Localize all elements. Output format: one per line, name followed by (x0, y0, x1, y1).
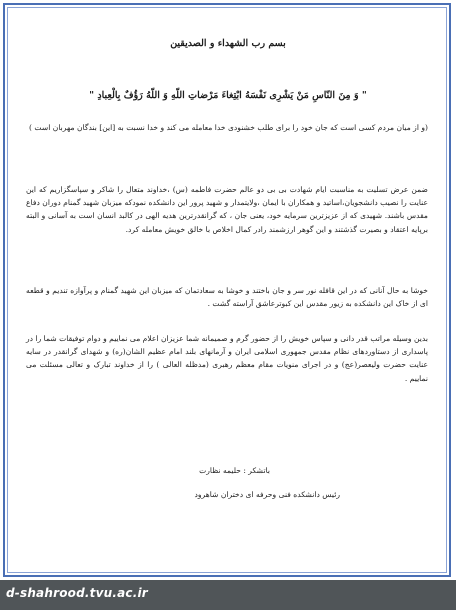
signature-name: باتشکر : حلیمه نظارت (199, 466, 270, 475)
quran-verse: " وَ مِنَ النّاسِ مَنْ یَشْرِی نَفْسَهُ ابْتِغاءَ مَرْضاتِ اللّهِ وَ اللّهُ رَؤُفٌ بِالْعِبادِ " (89, 90, 367, 101)
document-title: بسم رب الشهداء و الصدیقین (170, 38, 286, 49)
martyr-paragraph: خوشا به حال آنانی که در این قافله نور سر و جان باختند و خوشا به سعادتمان که میزبان این شهید گمنام و پرآوازه تندیم و قطعه ای از خاک این دانشکده به زیور مقدس این کبوترعاشق آراسته گشت . (26, 286, 428, 309)
site-watermark: d-shahrood.tvu.ac.ir (6, 586, 148, 600)
thanks-paragraph: بدین وسیله مراتب قدر دانی و سپاس خویش را از حضور گرم و صمیمانه شما عزیزان اعلام می نماییم و دوام توفیقات شما را در پاسداری از دستاوردهای نظام مقدس جمهوری اسلامی ایران و آرمانهای بلند امام عظیم الشان(ره) و شهدای گرانقدر در سایه عنایت حضرت ولیعصر(عج) و در اجرای منویات مقام معظم رهبری (مدظله العالی ) را از خداوند تبارک و تعالی مسئلت می نماییم . (26, 334, 428, 383)
condolence-paragraph: ضمن عرض تسلیت به مناسبت ایام شهادت بی بی دو عالم حضرت فاطمه (س) ،خداوند متعال را شاکر و سپاسگزاریم که این عنایت را نصیب دانشجویان،اساتید و همکاران با ایمان ،ولایتمدار و شهید پرور این دانشکده نمودکه میزبان شهید گمنام دوران دفاع مقدس باشند. شهیدی که از عزیزترین سرمایه خود، یعنی جان ، که گرانقدرترین هدیه الهی در کالبد انسان است به آسانی و البته برپایه اعتقاد و بصیرت گذشتند و این گوهر ارزشمند رادر کمال اخلاص با خالق خویش معامله کرد. (26, 185, 428, 234)
verse-translation-paragraph: (و از میان مردم کسی است که جان خود را برای طلب خشنودی خدا معامله می کند و خدا نسبت به [این] بندگان مهربان است ) (29, 123, 428, 132)
signature-title: رئیس دانشکده فنی وحرفه ای دختران شاهرود (194, 490, 340, 499)
